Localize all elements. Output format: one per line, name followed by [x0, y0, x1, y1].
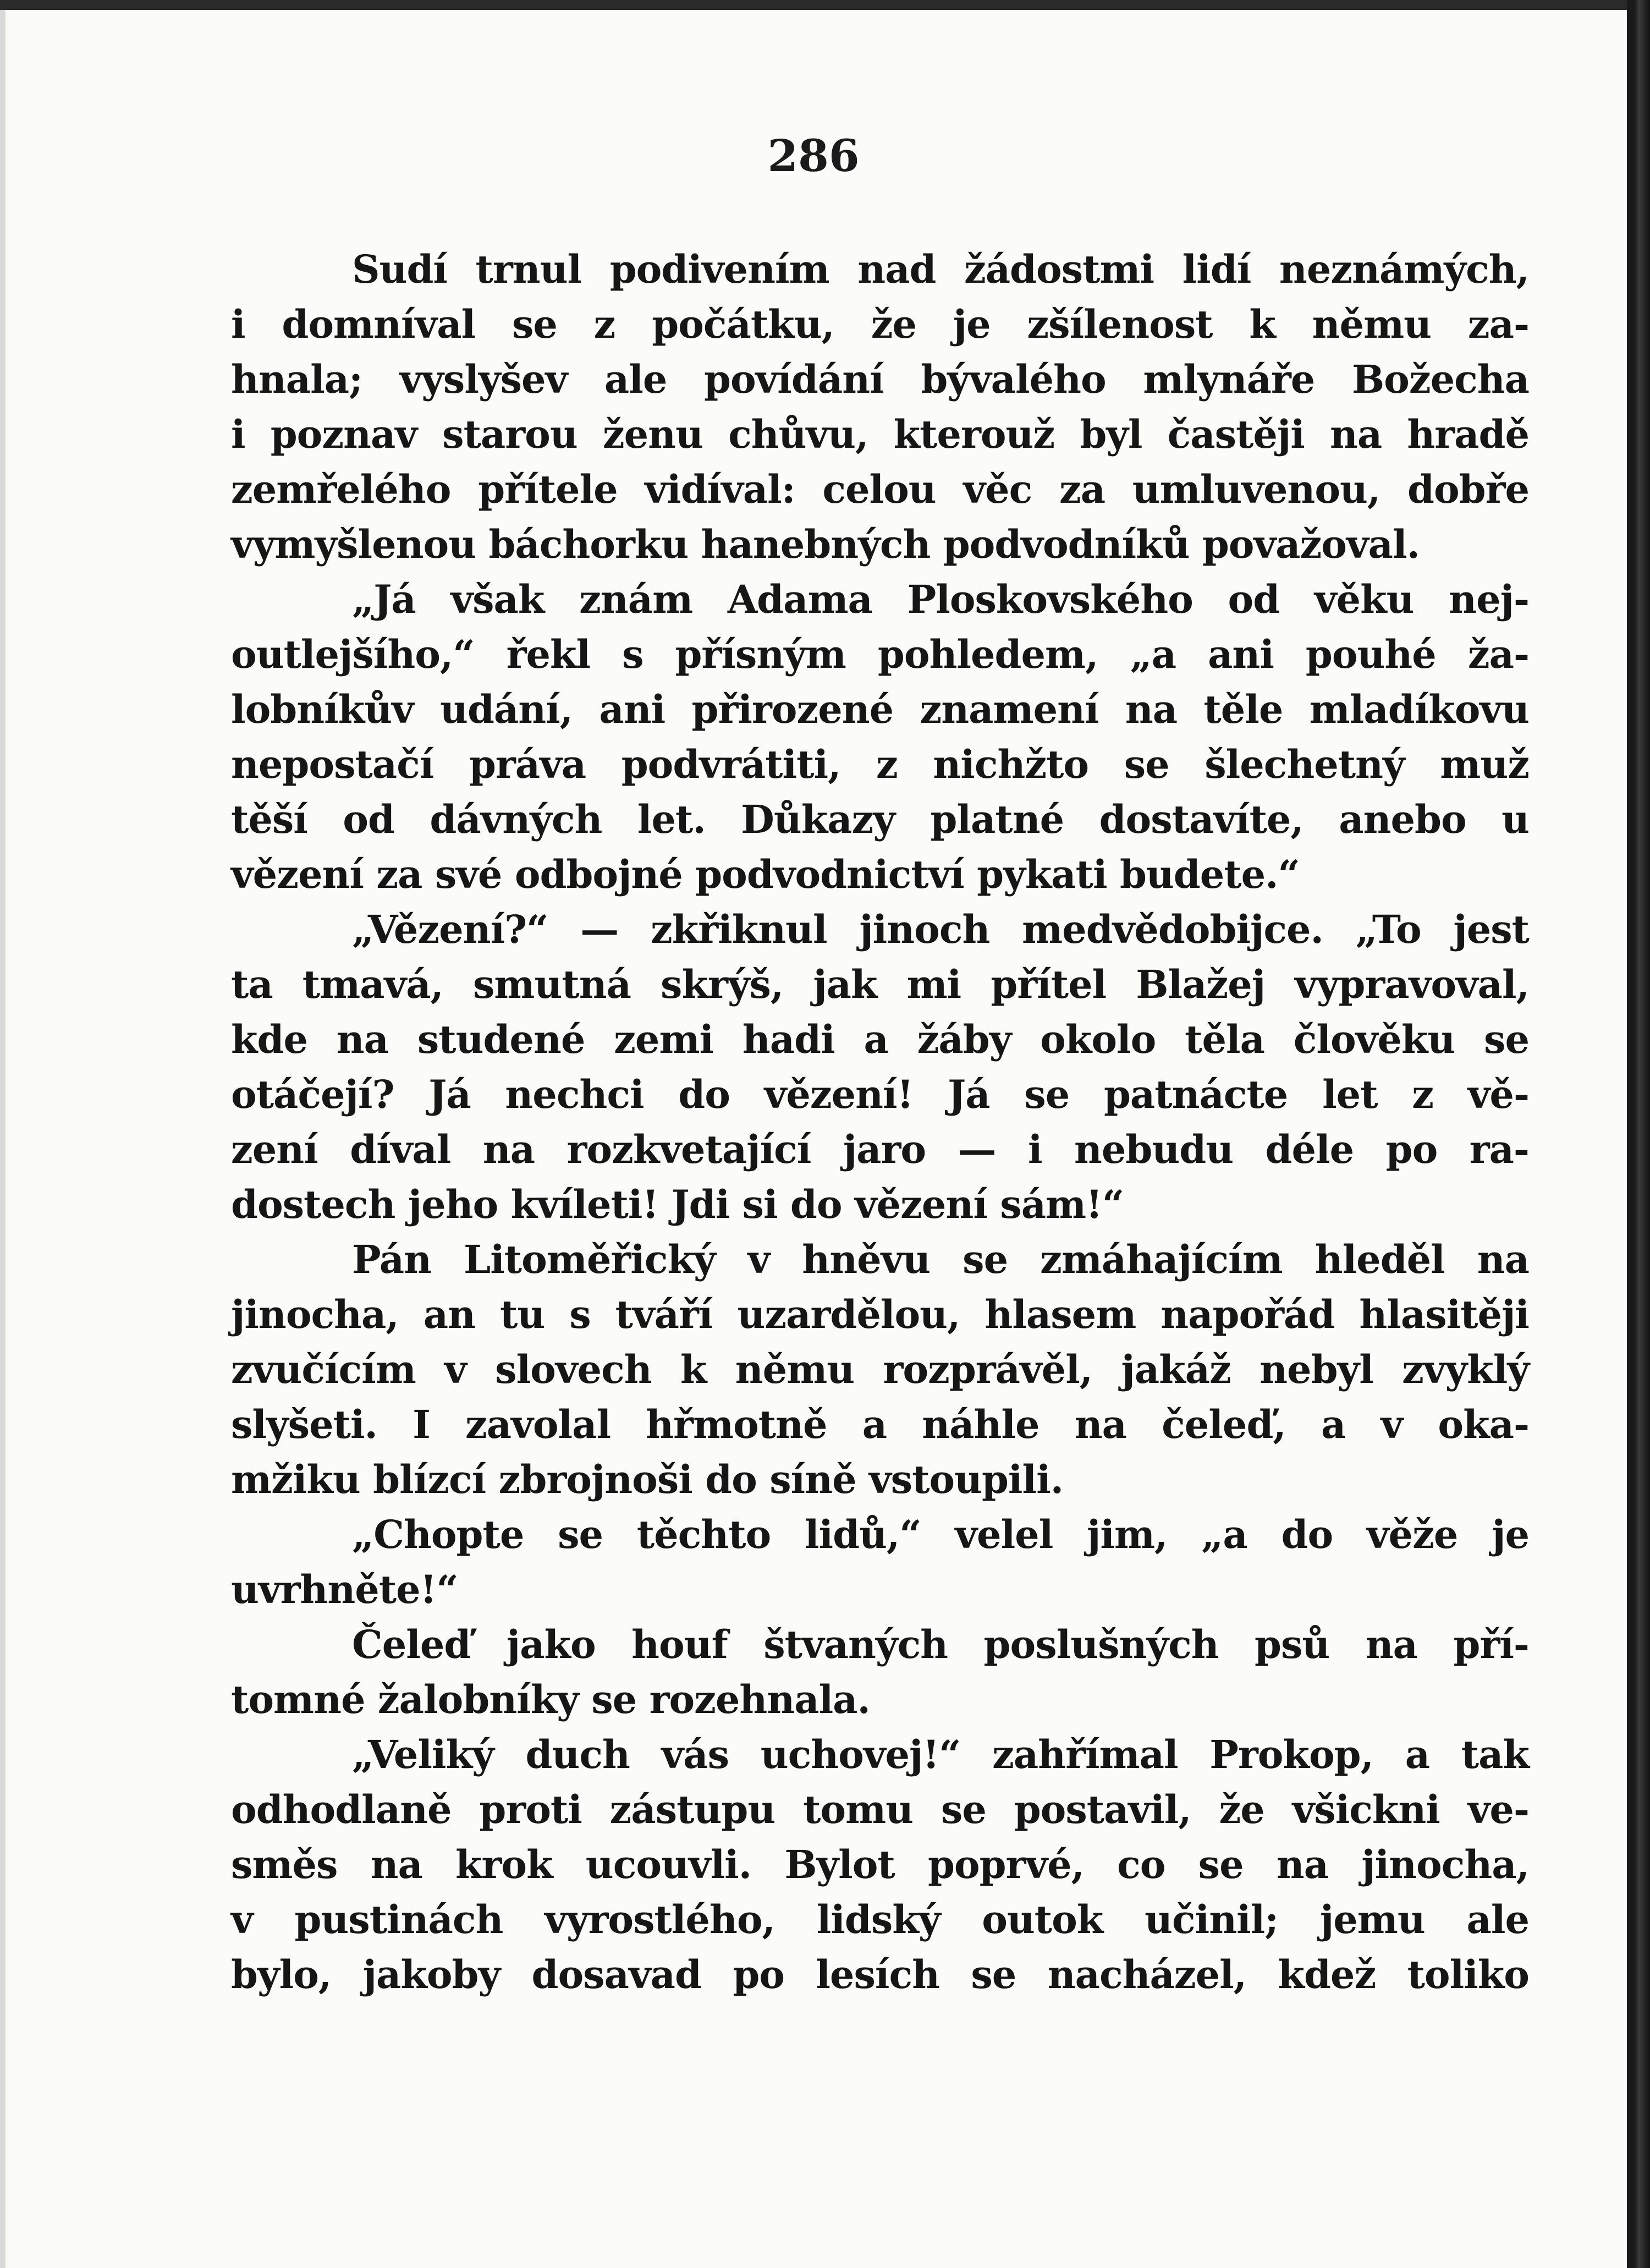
text-line: Pán Litoměřický v hněvu se zmáhajícím hleděl na: [352, 1237, 1529, 1282]
scan-top-edge: [0, 0, 1650, 10]
text-line: směs na krok ucouvli. Bylot poprvé, co se na jinocha,: [231, 1842, 1529, 1887]
text-line: ta tmavá, smutná skrýš, jak mi přítel Blažej vypravoval,: [231, 962, 1529, 1007]
text-line: hnala; vyslyšev ale povídání bývalého mlynáře Božecha: [231, 356, 1529, 402]
text-line: vězení za své odbojné podvodnictví pykati budete.“: [231, 852, 1300, 897]
text-line: „Vězení?“ — zkřiknul jinoch medvědobijce. „To jest: [352, 907, 1529, 952]
text-line: zení díval na rozkvetající jaro — i nebudu déle po ra-: [231, 1127, 1529, 1172]
text-line: i poznav starou ženu chůvu, kterouž byl častěji na hradě: [231, 411, 1529, 457]
scan-right-edge: [1627, 0, 1650, 2268]
text-line: „Veliký duch vás uchovej!“ zahřímal Prokop, a tak: [352, 1732, 1529, 1777]
text-line: tomné žalobníky se rozehnala.: [231, 1677, 870, 1722]
text-line: nepostačí práva podvrátiti, z nichžto se šlechetný muž: [231, 742, 1529, 787]
text-line: dostech jeho kvíleti! Jdi si do vězení sám!“: [231, 1182, 1124, 1227]
text-line: uvrhněte!“: [231, 1567, 458, 1612]
text-line: slyšeti. I zavolal hřmotně a náhle na čeleď, a v oka-: [231, 1402, 1529, 1447]
text-line: bylo, jakoby dosavad po lesích se nacházel, kdež toliko: [231, 1952, 1529, 1997]
text-line: kde na studené zemi hadi a žáby okolo těla člověku se: [231, 1017, 1529, 1062]
text-line: v pustinách vyrostlého, lidský outok učinil; jemu ale: [231, 1897, 1529, 1942]
text-line: těší od dávných let. Důkazy platné dostavíte, anebo u: [231, 797, 1529, 842]
body-text: [231, 242, 1529, 2002]
text-line: i domníval se z počátku, že je zšílenost k němu za-: [231, 301, 1529, 347]
text-line: „Chopte se těchto lidů,“ velel jim, „a do věže je: [352, 1512, 1529, 1557]
text-line: otáčejí? Já nechci do vězení! Já se patnácte let z vě-: [231, 1072, 1529, 1117]
text-line: zemřelého přítele vidíval: celou věc za umluvenou, dobře: [231, 466, 1529, 512]
text-line: zvučícím v slovech k němu rozprávěl, jakáž nebyl zvyklý: [231, 1347, 1529, 1392]
text-line: „Já však znám Adama Ploskovského od věku nej-: [352, 576, 1529, 622]
text-line: lobníkův udání, ani přirozené znamení na těle mladíkovu: [231, 687, 1529, 732]
text-line: vymyšlenou báchorku hanebných podvodníků považoval.: [231, 521, 1420, 567]
text-line: jinocha, an tu s tváří uzardělou, hlasem napořád hlasitěji: [231, 1292, 1529, 1337]
text-line: odhodlaně proti zástupu tomu se postavil, že všickni ve-: [231, 1787, 1529, 1832]
page-number: 286: [767, 130, 860, 182]
text-line: mžiku blízcí zbrojnoši do síně vstoupili.: [231, 1457, 1064, 1502]
text-line: outlejšího,“ řekl s přísným pohledem, „a ani pouhé ža-: [231, 631, 1529, 677]
text-line: Sudí trnul podivením nad žádostmi lidí neznámých,: [352, 246, 1529, 292]
text-line: Čeleď jako houf štvaných poslušných psů na pří-: [352, 1622, 1529, 1667]
